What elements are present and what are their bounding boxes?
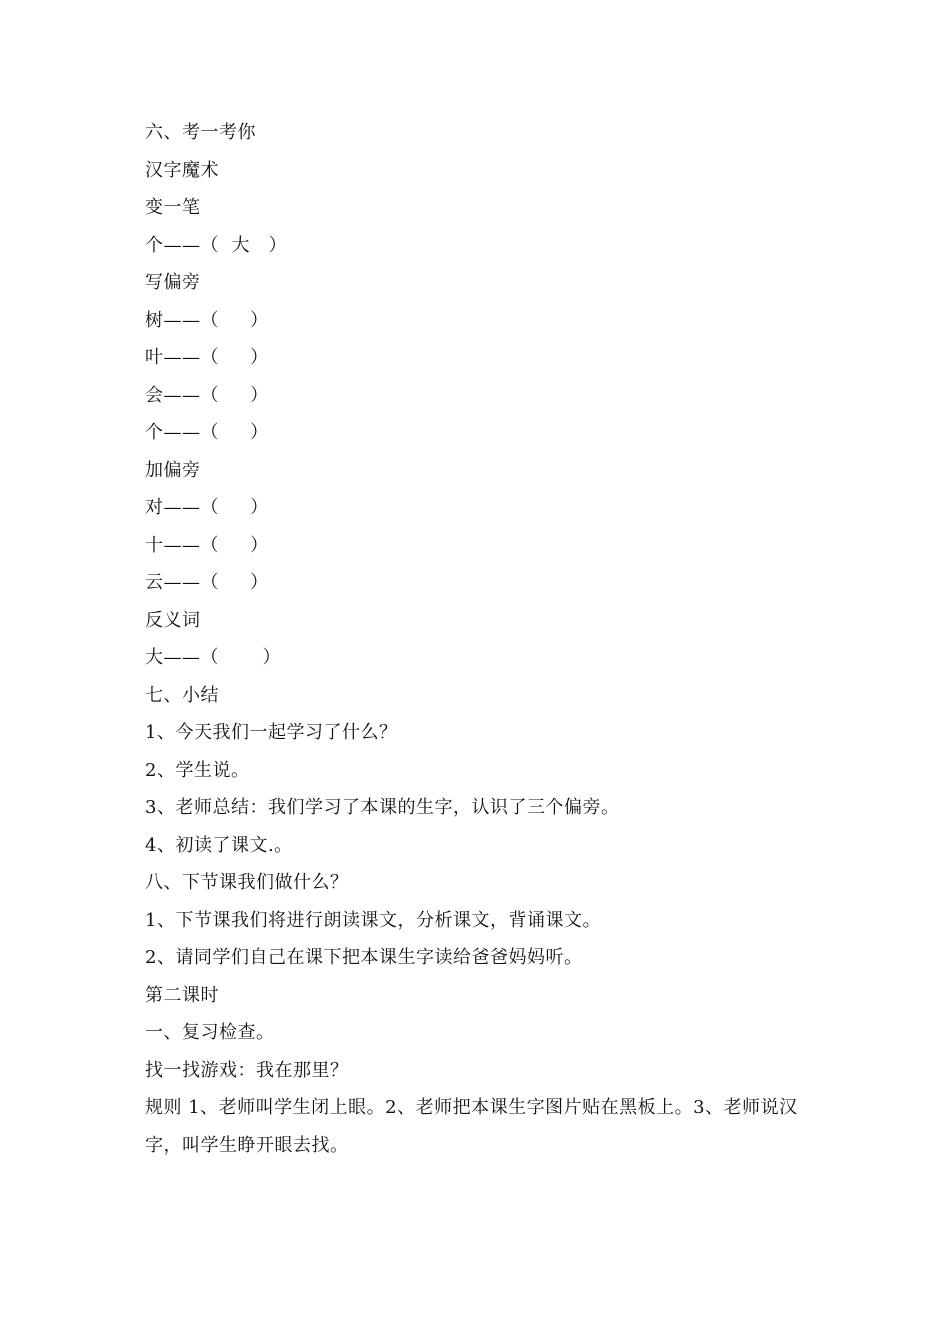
exercise-line: 树——（ ） bbox=[145, 309, 269, 331]
subheading-add-radical: 加偏旁 bbox=[145, 459, 201, 481]
game-title: 找一找游戏：我在那里？ bbox=[145, 1059, 349, 1081]
exercise-line: 会——（ ） bbox=[145, 384, 269, 406]
exercise-line: 个——（ ） bbox=[145, 422, 269, 443]
section-heading-six: 六、考一考你 bbox=[145, 122, 256, 143]
list-item: 3、老师总结：我们学习了本课的生字，认识了三个偏旁。 bbox=[145, 797, 620, 818]
exercise-line: 对——（ ） bbox=[145, 497, 269, 518]
subheading-antonyms: 反义词 bbox=[145, 609, 201, 631]
subheading-magic: 汉字魔术 bbox=[145, 159, 219, 181]
exercise-line: 云——（ ） bbox=[145, 572, 269, 593]
subheading-change-stroke: 变一笔 bbox=[145, 197, 201, 218]
exercise-line: 十——（ ） bbox=[145, 534, 269, 556]
lesson-heading-second-period: 第二课时 bbox=[145, 984, 219, 1006]
exercise-line: 叶——（ ） bbox=[145, 347, 269, 368]
rules-paragraph: 规则 1、老师叫学生闭上眼。2、老师把本课生字图片贴在黑板上。3、老师说汉字，叫学生睁开眼去找。 bbox=[145, 1097, 798, 1156]
section-heading-eight: 八、下节课我们做什么？ bbox=[145, 872, 349, 893]
list-item: 2、学生说。 bbox=[145, 759, 250, 781]
list-item: 1、下节课我们将进行朗读课文，分析课文，背诵课文。 bbox=[145, 909, 601, 931]
list-item: 4、初读了课文.。 bbox=[145, 834, 293, 856]
section-heading-review: 一、复习检查。 bbox=[145, 1022, 275, 1043]
list-item: 1、今天我们一起学习了什么？ bbox=[145, 722, 398, 743]
exercise-line: 个——（ 大 ） bbox=[145, 234, 288, 256]
document-body bbox=[145, 114, 815, 1164]
subheading-write-radical: 写偏旁 bbox=[145, 272, 201, 293]
section-heading-seven: 七、小结 bbox=[145, 684, 219, 706]
list-item: 2、请同学们自己在课下把本课生字读给爸爸妈妈听。 bbox=[145, 947, 583, 968]
exercise-line: 大——（ ） bbox=[145, 647, 282, 668]
